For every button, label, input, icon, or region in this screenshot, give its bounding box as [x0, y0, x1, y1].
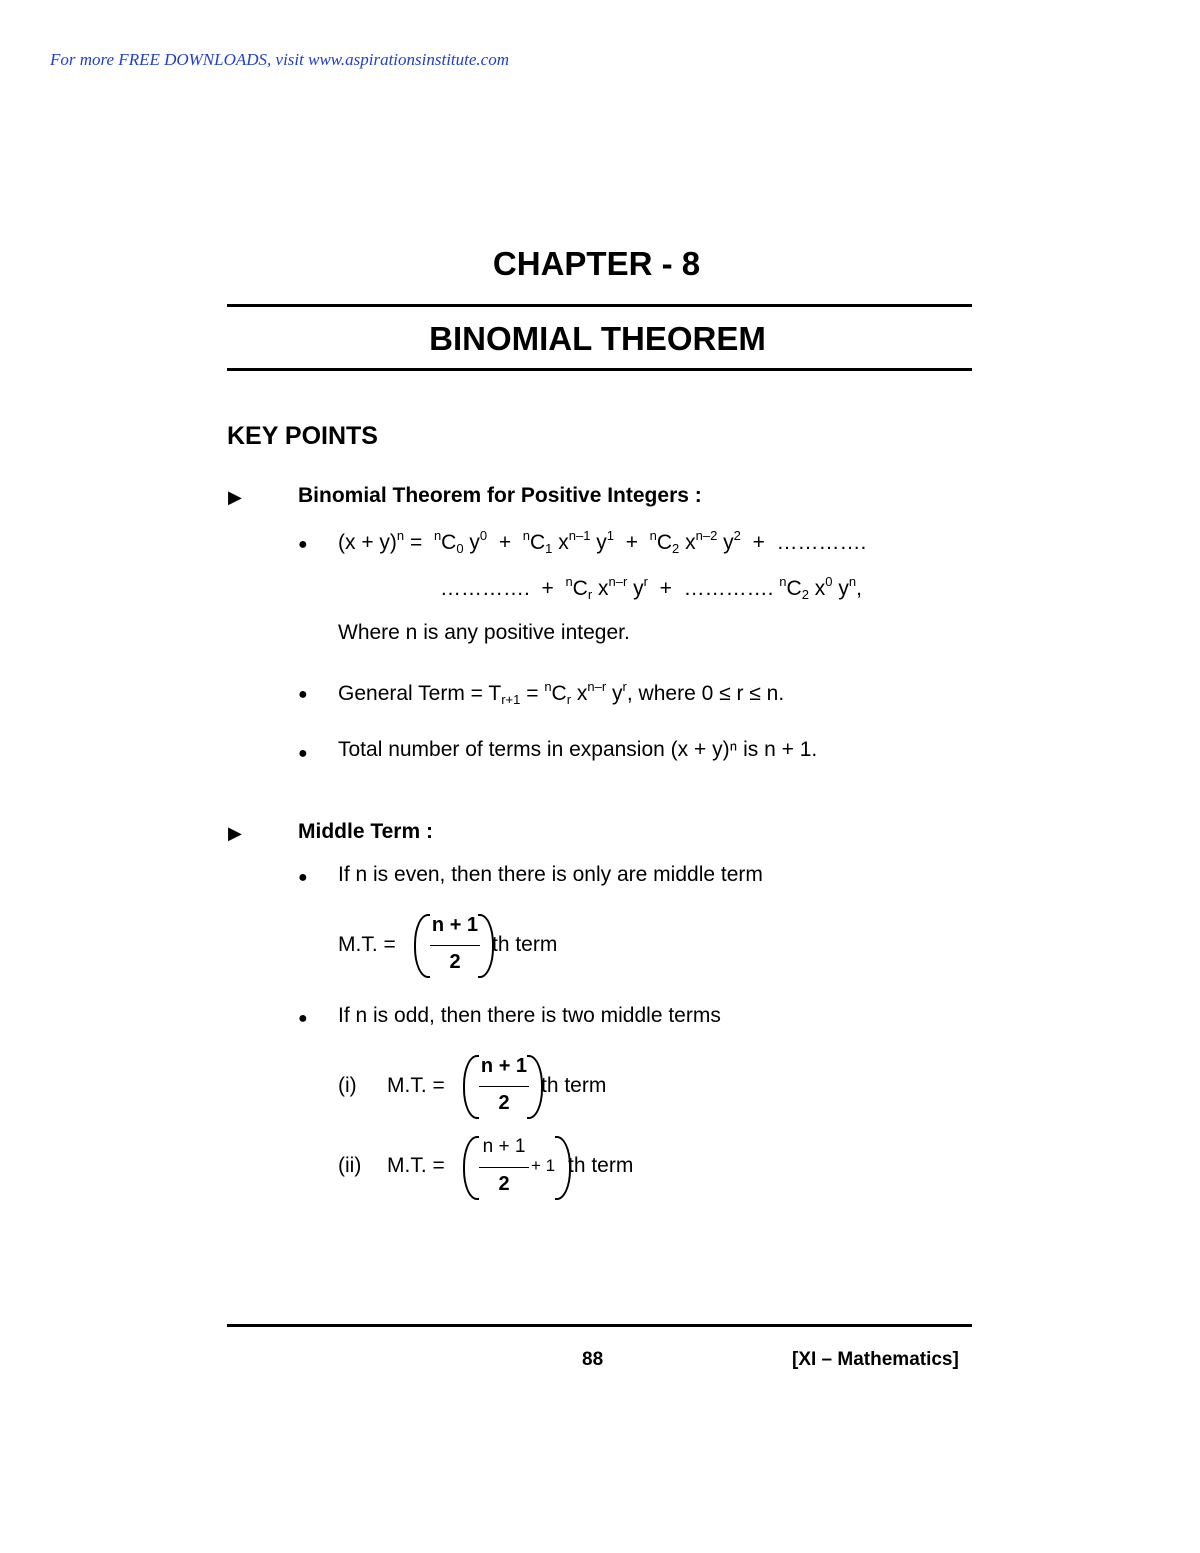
title-rule: [227, 368, 972, 371]
top-rule: [227, 304, 972, 307]
where-text: Where n is any positive integer.: [338, 621, 630, 644]
odd-ii-mt-label: M.T. =: [387, 1154, 445, 1177]
fraction-numerator: n + 1: [431, 914, 479, 936]
watermark-link[interactable]: For more FREE DOWNLOADS, visit www.aspirationsinstitute.com: [50, 50, 509, 69]
bullet-icon: ●: [298, 745, 308, 762]
even-mt-fraction: [414, 914, 494, 978]
fraction-bar: [479, 1086, 529, 1087]
odd-i-fraction: [463, 1055, 543, 1119]
footer-label: [XI – Mathematics]: [792, 1349, 959, 1370]
odd-ii-fraction: [463, 1136, 573, 1200]
key-points-heading: KEY POINTS: [227, 422, 378, 450]
even-th-term: th term: [492, 933, 558, 956]
fraction-denominator: 2: [498, 1173, 510, 1195]
bullet-icon: ●: [298, 1010, 308, 1027]
even-mt-label: M.T. =: [338, 933, 396, 956]
fraction-numerator: n + 1: [482, 1136, 526, 1157]
fraction-numerator: n + 1: [480, 1055, 528, 1077]
bullet-icon: ●: [298, 686, 308, 703]
bullet-icon: ●: [298, 536, 308, 553]
fraction-denominator: 2: [449, 951, 461, 973]
general-term: General Term = $T_{r+1} = ^nC_r$ $x^{n-r}$ $y^r$, where 0 ≤ r ≤ n.: [338, 679, 785, 707]
odd-case-text: If n is odd, then there is two middle terms: [338, 1004, 721, 1027]
section-heading-middle-term: Middle Term :: [298, 820, 433, 843]
bullet-icon: ●: [298, 869, 308, 886]
footer-rule: [227, 1324, 972, 1327]
even-case-text: If n is even, then there is only are middle term: [338, 863, 763, 886]
arrow-bullet-icon: ▶: [228, 823, 242, 843]
page-title: BINOMIAL THEOREM: [429, 320, 766, 357]
odd-i-label: (i): [338, 1074, 357, 1097]
arrow-bullet-icon: ▶: [228, 487, 242, 507]
odd-i-th-term: th term: [541, 1074, 607, 1097]
fraction-bar: [430, 945, 480, 946]
odd-ii-th-term: th term: [568, 1154, 634, 1177]
total-terms: Total number of terms in expansion (x + y)ⁿ is n + 1.: [338, 738, 818, 761]
odd-i-mt-label: M.T. =: [387, 1074, 445, 1097]
binomial-expansion-line1: $(x + y)^n = ^nC_0$ $y^0 + ^nC_1$ $x^{n-1}$ $y^1 + ^nC_2$ $x^{n-2}$ $y^2$ + ………….: [338, 528, 867, 556]
fraction-bar: [479, 1167, 529, 1168]
plus-one: + 1: [531, 1156, 556, 1175]
section-heading-binomial: Binomial Theorem for Positive Integers :: [298, 484, 702, 507]
fraction-denominator: 2: [498, 1092, 510, 1114]
page-number: 88: [582, 1349, 604, 1370]
chapter-heading: CHAPTER - 8: [492, 245, 701, 282]
odd-ii-label: (ii): [338, 1154, 362, 1177]
binomial-expansion-line2: …………. + $^nC_r$ $x^{n-r}$ $y^r$ + …………. $^nC_2$ $x^0$ $y^n$,: [440, 574, 862, 602]
